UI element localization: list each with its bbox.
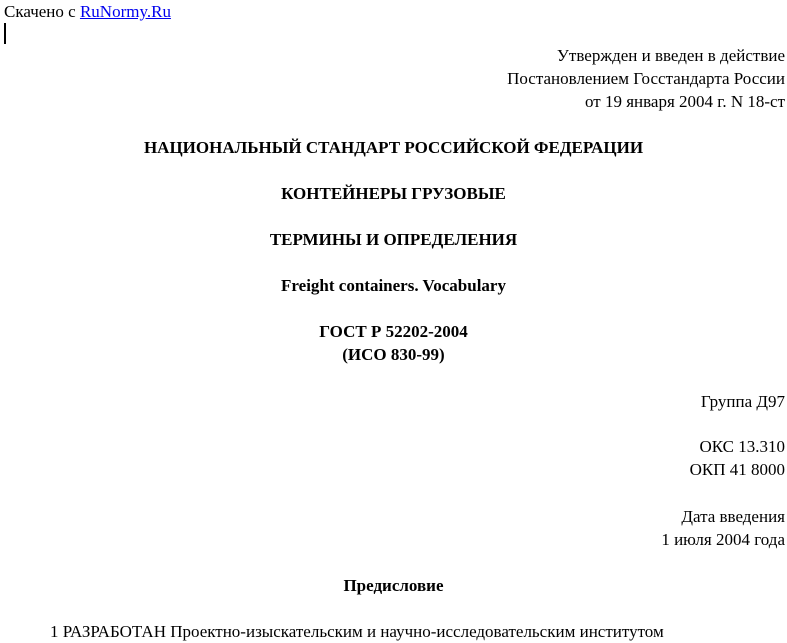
subject-heading: КОНТЕЙНЕРЫ ГРУЗОВЫЕ [281,184,506,203]
text-cursor [4,23,6,44]
english-title: Freight containers. Vocabulary [281,276,506,295]
terms-heading: ТЕРМИНЫ И ОПРЕДЕЛЕНИЯ [269,230,518,249]
approval-line-3: от 19 января 2004 г. N 18-ст [584,92,785,111]
effective-date-value: 1 июля 2004 года [661,530,785,549]
approval-line-1: Утвержден и введен в действие [556,46,785,65]
iso-number: (ИСО 830-99) [342,345,445,364]
national-standard-heading: НАЦИОНАЛЬНЫЙ СТАНДАРТ РОССИЙСКОЙ ФЕДЕРАЦИИ [143,138,644,157]
group-code: Группа Д97 [700,392,785,411]
gost-number: ГОСТ Р 52202-2004 [319,322,468,341]
runormy-link[interactable]: RuNormy.Ru [79,2,171,21]
download-source-line [4,0,171,23]
download-prefix: Скачено с [4,2,76,21]
okp-code: ОКП 41 8000 [689,460,785,479]
effective-date-label: Дата введения [681,507,785,526]
foreword-item-1: 1 РАЗРАБОТАН Проектно-изыскательским и научно-исследовательским институтом [50,622,664,641]
oks-code: ОКС 13.310 [699,437,785,456]
approval-line-2: Постановлением Госстандарта России [507,69,785,88]
foreword-heading: Предисловие [343,576,444,595]
